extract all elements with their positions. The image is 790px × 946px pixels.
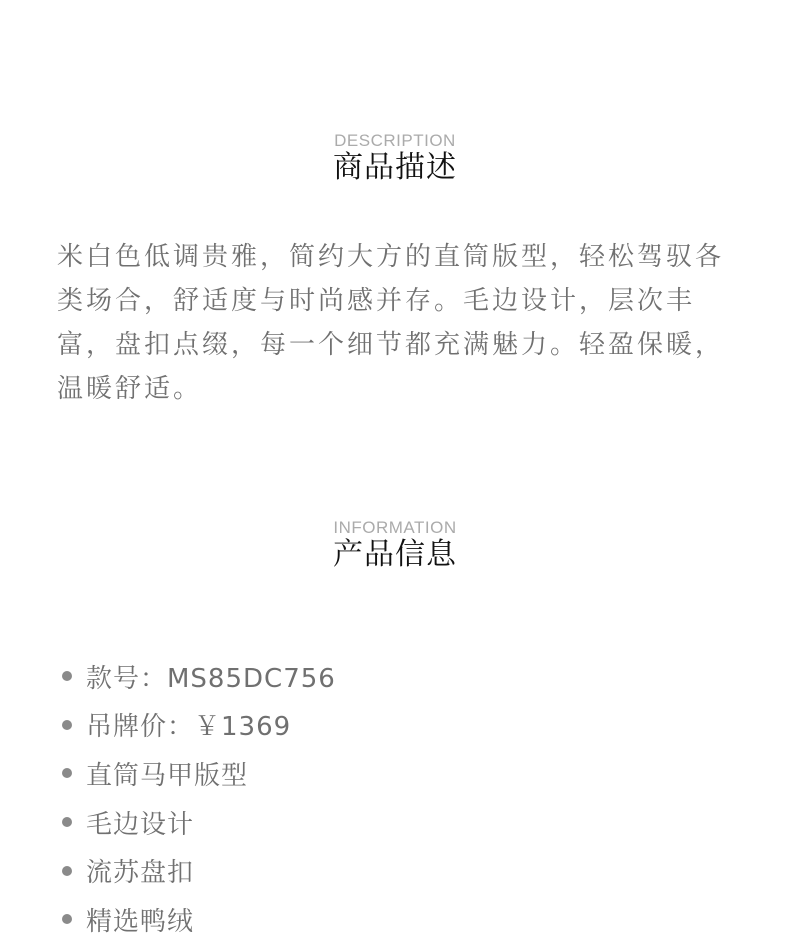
info-item-fit	[57, 749, 737, 798]
product-info-list	[57, 652, 737, 944]
info-item-filling	[57, 895, 737, 944]
info-item-tag-price	[57, 701, 737, 750]
info-item-style-number	[57, 652, 737, 701]
information-title: 产品信息	[333, 537, 457, 572]
info-item-text: 精选鸭绒	[86, 906, 195, 937]
info-item-text: 款号：MS85DC756	[86, 663, 336, 694]
info-item-text: 吊牌价：￥1369	[86, 712, 292, 743]
info-item-edge-design	[57, 798, 737, 847]
bullet-icon	[62, 720, 72, 730]
bullet-icon	[62, 671, 72, 681]
information-header	[0, 518, 790, 572]
bullet-icon	[62, 817, 72, 827]
bullet-icon	[62, 914, 72, 924]
description-eyebrow: DESCRIPTION	[334, 131, 456, 150]
bullet-icon	[62, 768, 72, 778]
product-description: 米白色低调贵雅，简约大方的直筒版型，轻松驾驭各类场合，舒适度与时尚感并存。毛边设计，层次丰富，盘扣点缀，每一个细节都充满魅力。轻盈保暖，温暖舒适。	[57, 242, 725, 404]
bullet-icon	[62, 866, 72, 876]
information-eyebrow: INFORMATION	[333, 518, 457, 537]
info-item-buttons	[57, 846, 737, 895]
info-item-text: 毛边设计	[86, 809, 195, 840]
info-item-text: 直筒马甲版型	[86, 760, 249, 791]
description-header	[0, 131, 790, 185]
info-item-text: 流苏盘扣	[86, 858, 195, 889]
description-title: 商品描述	[333, 150, 457, 185]
